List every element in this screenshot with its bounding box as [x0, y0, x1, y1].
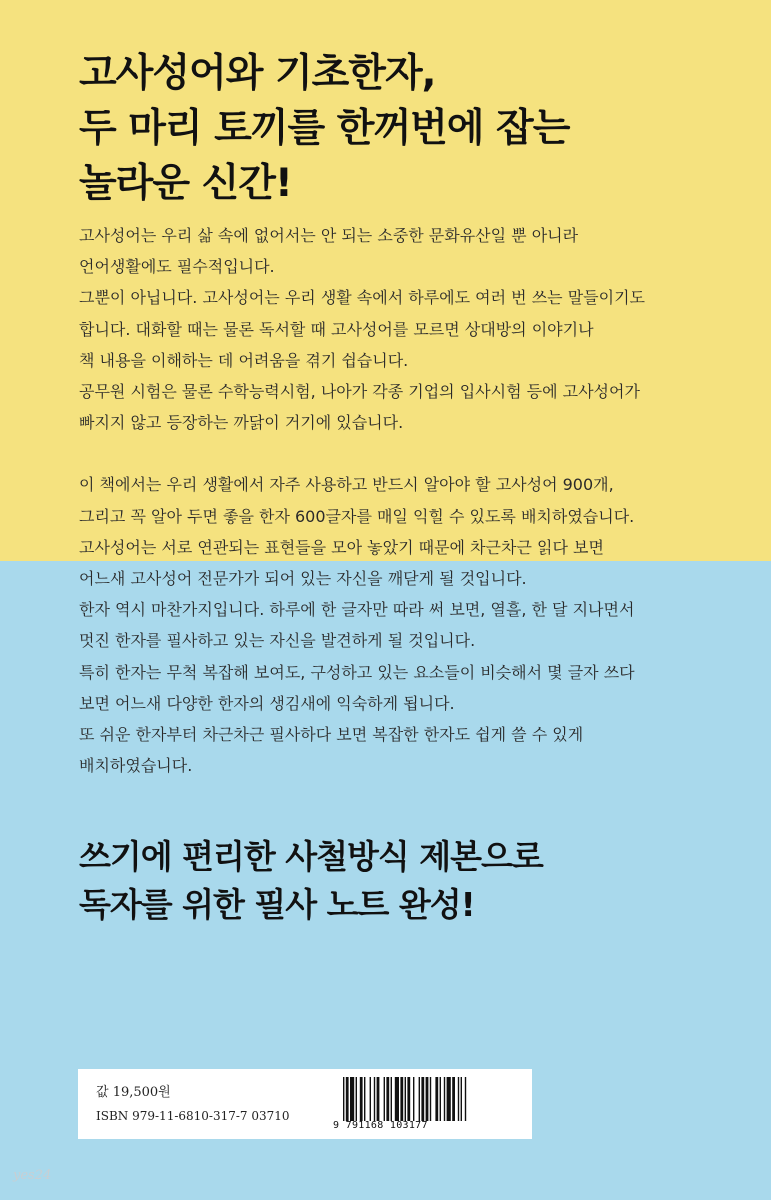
barcode-bar	[370, 1077, 371, 1121]
barcode-bar	[356, 1077, 357, 1121]
barcode	[333, 1077, 523, 1133]
barcode-bar	[343, 1077, 344, 1121]
body-line: 고사성어는 서로 연관되는 표현들을 모아 놓았기 때문에 차근차근 읽다 보면	[79, 537, 604, 557]
barcode-bar	[419, 1077, 420, 1121]
barcode-bar	[346, 1077, 349, 1121]
barcode-bar	[421, 1077, 424, 1121]
body-line: 또 쉬운 한자부터 차근차근 필사하다 보면 복잡한 한자도 쉽게 쓸 수 있게	[79, 725, 584, 745]
barcode-bar	[465, 1077, 466, 1121]
paragraph-gap	[79, 438, 719, 469]
barcode-bar	[426, 1077, 429, 1121]
body-line: 배치하였습니다.	[79, 756, 193, 776]
body-line: 합니다. 대화할 때는 물론 독서할 때 고사성어를 모르면 상대방의 이야기나	[79, 319, 594, 339]
barcode-bars	[343, 1077, 521, 1121]
bottom-headline-line: 독자를 위한 필사 노트 완성!	[79, 885, 475, 924]
bottom-headline	[79, 833, 543, 929]
price-label: 값 19,500원	[96, 1085, 171, 1100]
top-headline-line: 두 마리 토끼를 한꺼번에 잡는	[79, 106, 570, 151]
barcode-bar	[461, 1077, 462, 1121]
barcode-bar	[405, 1077, 406, 1121]
barcode-bar	[458, 1077, 459, 1121]
barcode-bar	[413, 1077, 414, 1121]
watermark-logo: yes24	[13, 1168, 52, 1183]
body-line: 공무원 시험은 물론 수학능력시험, 나아가 각종 기업의 입사시험 등에 고사성어가	[79, 382, 640, 402]
body-line: 한자 역시 마찬가지입니다. 하루에 한 글자만 따라 써 보면, 열흘, 한 달 지나면서	[79, 600, 635, 620]
body-line: 책 내용을 이해하는 데 어려움을 겪기 쉽습니다.	[79, 350, 409, 370]
barcode-bar	[452, 1077, 455, 1121]
top-headline-line: 놀라운 신간!	[79, 161, 292, 206]
barcode-bar	[440, 1077, 441, 1121]
barcode-bar	[386, 1077, 389, 1121]
barcode-bar	[407, 1077, 410, 1121]
body-line: 빠지지 않고 등장하는 까닭이 거기에 있습니다.	[79, 413, 404, 433]
top-headline-line: 고사성어와 기초한자,	[79, 51, 436, 96]
barcode-bar	[444, 1077, 445, 1121]
body-line: 그리고 꼭 알아 두면 좋을 한자 600글자를 매일 익힐 수 있도록 배치하였습니다.	[79, 506, 635, 526]
barcode-bar	[374, 1077, 375, 1121]
barcode-number: 9 791168 103177	[333, 1120, 428, 1131]
barcode-bar	[360, 1077, 363, 1121]
bottom-headline-line: 쓰기에 편리한 사철방식 제본으로	[79, 837, 543, 876]
isbn-label: ISBN 979-11-6810-317-7 03710	[96, 1109, 290, 1123]
barcode-bar	[391, 1077, 392, 1121]
barcode-bar	[400, 1077, 403, 1121]
body-line: 고사성어는 우리 삶 속에 없어서는 안 되는 소중한 문화유산일 뿐 아니라	[79, 226, 579, 245]
barcode-bar	[350, 1077, 354, 1121]
barcode-bar	[395, 1077, 399, 1121]
barcode-bar	[364, 1077, 365, 1121]
barcode-bar	[377, 1077, 380, 1121]
body-line: 멋진 한자를 필사하고 있는 자신을 발견하게 될 것입니다.	[79, 631, 476, 651]
body-line: 보면 어느새 다양한 한자의 생김새에 익숙하게 됩니다.	[79, 693, 455, 713]
barcode-bar	[430, 1077, 431, 1121]
body-line: 이 책에서는 우리 생활에서 자주 사용하고 반드시 알아야 할 고사성어 900개,	[79, 475, 614, 495]
barcode-bar	[447, 1077, 451, 1121]
top-headline	[79, 46, 569, 211]
price-isbn-box	[78, 1069, 532, 1139]
body-line: 그뿐이 아닙니다. 고사성어는 우리 생활 속에서 하루에도 여러 번 쓰는 말들이기도	[79, 288, 645, 308]
description-body	[79, 220, 719, 781]
body-line: 특히 한자는 무척 복잡해 보여도, 구성하고 있는 요소들이 비슷해서 몇 글자 쓰다	[79, 662, 635, 682]
barcode-bar	[384, 1077, 385, 1121]
barcode-bar	[435, 1077, 438, 1121]
body-line: 언어생활에도 필수적입니다.	[79, 257, 275, 277]
body-line: 어느새 고사성어 전문가가 되어 있는 자신을 깨닫게 될 것입니다.	[79, 569, 527, 589]
